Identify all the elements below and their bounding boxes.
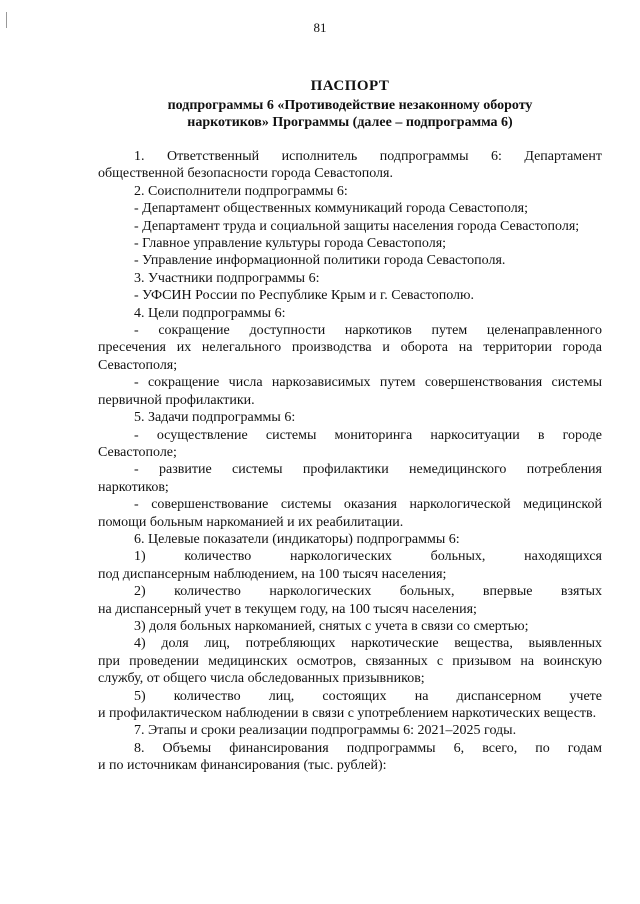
paragraph-first-line: 5. Задачи подпрограммы 6: (134, 410, 296, 426)
paragraph (98, 461, 602, 496)
paragraph (98, 200, 602, 217)
paragraph (98, 374, 602, 409)
paragraph-continuation: наркотиков; (98, 479, 169, 495)
paragraph-first-line: 3. Участники подпрограммы 6: (134, 270, 320, 286)
paragraph (98, 305, 602, 322)
paragraph-first-line: 1. Ответственный исполнитель подпрограммы 6: Департамент (134, 149, 602, 164)
paragraph-continuation: и профилактическом наблюдении в связи с употреблением наркотических веществ. (98, 706, 597, 721)
paragraph-continuation: пресечения их нелегального производства и оборота на территории города Севастополя; (98, 340, 602, 373)
paragraph-first-line: - сокращение числа наркозависимых путем совершенствования системы (134, 375, 602, 391)
paragraph-continuation: Севастополе; (98, 444, 177, 460)
title-heading: ПАСПОРТ (310, 78, 390, 94)
paragraph-first-line: 4. Цели подпрограммы 6: (134, 305, 286, 321)
title-program-line: наркотиков» Программы (далее – подпрограмма 6) (187, 115, 513, 130)
paragraph-first-line: - Управление информационной политики города Севастополя. (134, 253, 506, 269)
paragraph (98, 635, 602, 687)
paragraph-continuation: под диспансерным наблюдением, на 100 тысяч населения; (98, 566, 447, 582)
paragraph (98, 583, 602, 618)
passport-title (98, 78, 602, 131)
paragraph-first-line: - совершенствование системы оказания наркологической медицинской (134, 497, 602, 513)
paragraph-first-line: 3) доля больных наркоманией, снятых с учета в связи со смертью; (134, 618, 529, 634)
paragraph (98, 740, 602, 775)
paragraph (98, 688, 602, 723)
paragraph-first-line: - Главное управление культуры города Севастополя; (134, 236, 447, 252)
paragraph-first-line: 4) доля лиц, потребляющих наркотические вещества, выявленных (134, 636, 602, 652)
paragraph-continuation: первичной профилактики. (98, 392, 255, 408)
paragraph (98, 722, 602, 739)
paragraph (98, 270, 602, 287)
paragraph-continuation: при проведении медицинских осмотров, связанных с призывом на воинскую службу, от общего числа обследованных призывников; (98, 653, 602, 687)
paragraph-first-line: 8. Объемы финансирования подпрограммы 6, всего, по годам (134, 740, 602, 756)
paragraph (98, 427, 602, 462)
paragraph (98, 218, 602, 235)
paragraph-first-line: 7. Этапы и сроки реализации подпрограммы 6: 2021–2025 годы. (134, 723, 517, 739)
paragraph (98, 183, 602, 200)
paragraph (98, 287, 602, 304)
paragraph-first-line: - Департамент общественных коммуникаций города Севастополя; (134, 201, 529, 217)
paragraph (98, 496, 602, 531)
paragraph (98, 322, 602, 374)
paragraph-first-line: - Департамент труда и социальной защиты населения города Севастополя; (134, 218, 580, 234)
paragraph (98, 548, 602, 583)
title-subprogram-line: подпрограммы 6 «Противодействие незаконному обороту (167, 98, 533, 113)
paragraph-first-line: 2. Соисполнители подпрограммы 6: (134, 183, 348, 199)
paragraph-first-line: 5) количество лиц, состоящих на диспансерном учете (134, 688, 602, 704)
paragraph-first-line: - осуществление системы мониторинга наркоситуации в городе (134, 427, 602, 443)
paragraph (98, 618, 602, 635)
paragraph (98, 531, 602, 548)
passport-body (98, 148, 602, 775)
paragraph (98, 252, 602, 269)
paragraph-continuation: помощи больным наркоманией и их реабилитации. (98, 514, 404, 530)
paragraph-continuation: общественной безопасности города Севастополя. (98, 166, 393, 182)
paragraph-first-line: 1) количество наркологических больных, находящихся (134, 549, 602, 565)
paragraph-first-line: - УФСИН России по Республике Крым и г. Севастополю. (134, 288, 474, 304)
paragraph-first-line: - развитие системы профилактики немедицинского потребления (134, 462, 602, 478)
paragraph-continuation: на диспансерный учет в текущем году, на 100 тысяч населения; (98, 601, 477, 617)
paragraph (98, 235, 602, 252)
paragraph-continuation: и по источникам финансирования (тыс. рублей): (98, 758, 387, 774)
paragraph-first-line: 2) количество наркологических больных, впервые взятых (134, 584, 602, 600)
paragraph (98, 409, 602, 426)
page-number: 81 (313, 20, 327, 35)
paragraph-first-line: - сокращение доступности наркотиков путем целенаправленного (134, 323, 602, 339)
paragraph (98, 148, 602, 183)
paragraph-first-line: 6. Целевые показатели (индикаторы) подпрограммы 6: (134, 531, 460, 547)
